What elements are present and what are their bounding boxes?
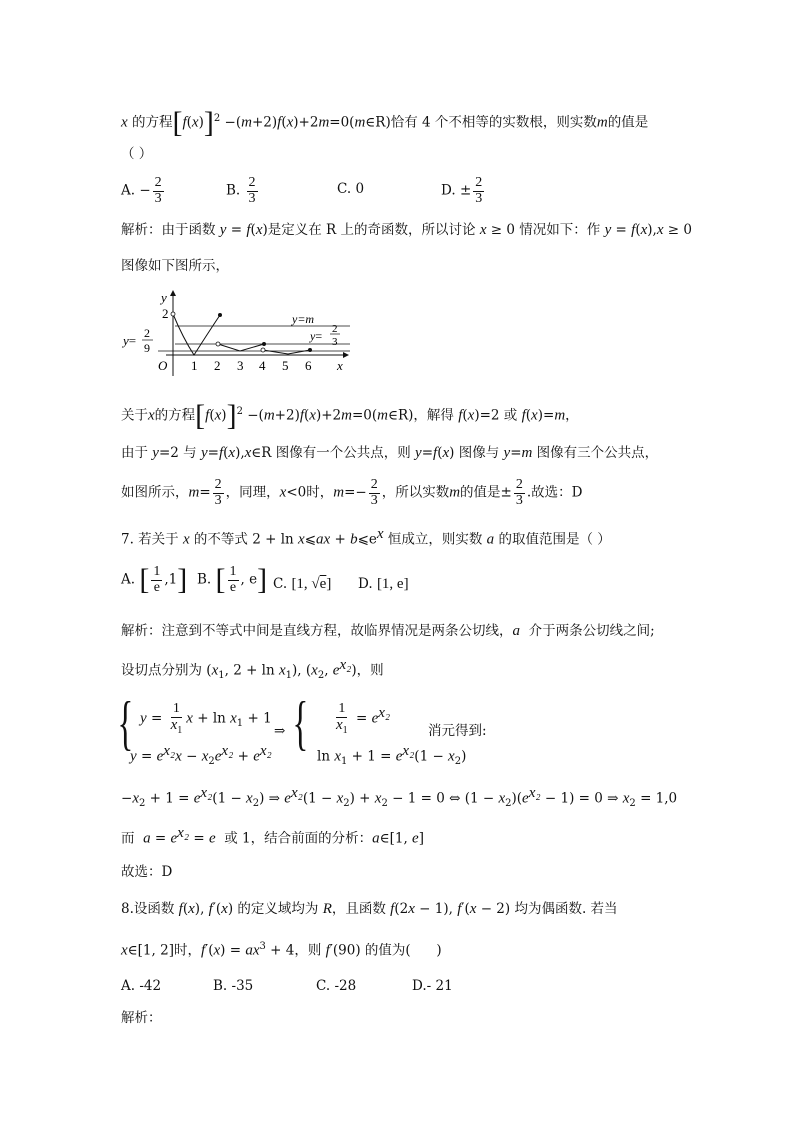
point-closed-2 [218,313,222,317]
system1-eq2: $y = e^{x_2}x - x_2e^{x_2} + e^{x_2}$ [130,743,272,768]
x-tick-6: 6 [305,358,312,373]
x-tick-3: 3 [237,358,244,373]
x-tick-4: 4 [259,358,266,373]
q6-stem: x 的方程$[f(x)]^2$ −(m+2)f(x)+2m=0(m∈R)恰有 4 个不相等的实数根，则实数m的值是 [121,106,649,139]
point-open-2 [216,342,220,346]
q8-stem-1: 8.设函数 f(x), f′(x) 的定义域均为 R，且函数 f(2x − 1), f′(x − 2) 均为偶函数. 若当 [121,901,618,917]
function-graph [118,288,358,378]
q7-option-c: C. [1, √e] [273,576,332,592]
q7-conclusion: 而 $a = e^{x_2} = e$ 或 1，结合前面的分析：a∈[1, e] [121,825,424,847]
label-y-two-ninths: y= [123,333,137,348]
q7-option-b: B. [ $\frac{1}{e}$ , e] [197,563,268,597]
x-axis-label: x [337,358,343,373]
label-two-thirds-num: 2 [332,323,338,335]
q6-option-b: B. $\frac{2}{3}$ [226,175,256,206]
x-axis-arrow [343,352,349,358]
q6-analysis-5: 如图所示，m= $\frac{2}{3}$ ，同理，x<0时，m=− $\frac{2}{3}$ ，所以实数m的值是± $\frac{2}{3}$ .故选：D [121,477,583,508]
curve-segment-1 [173,314,220,355]
svg-text:9: 9 [144,341,150,355]
q7-derivation: $-x_2 + 1 = e^{x_2}(1 - x_2)$ ⇒ $e^{x_2}(1 - x_2) + x_2 - 1 = 0$ ⇔ $(1 - x_2)(e^{x_2} - 1) = 0$ ⇒ $x_2 = 1,0$ [121,785,678,810]
q6-analysis-4: 由于 y=2 与 y=f(x),x∈R 图像有一个公共点，则 y=f(x) 图像与 y=m 图像有三个公共点， [121,445,659,461]
system2-eq1: $\frac{1}{x_1}$ = $e^{x_2}$ [336,701,391,736]
q6-analysis-2: 图像如下图所示， [121,258,229,274]
point-open-0-2 [171,312,175,316]
q8-stem-2: x∈[1, 2]时，$f'(x) = ax^3 + 4$，则 f′(90) 的值为( ) [121,941,442,959]
x-tick-1: 1 [191,358,198,373]
q7-analysis-2: 设切点分别为 ($x_1$, $2 + \ln x_1$), ($x_2$, $e^{x_2}$)，则 [121,657,384,682]
q8-option-b: B. -35 [213,978,254,994]
q6-option-d: D. ± $\frac{2}{3}$ [441,175,483,206]
label-two-thirds-den: 3 [332,336,338,348]
q6-analysis-1: 解析：由于函数 y = f(x)是定义在 R 上的奇函数，所以讨论 x ≥ 0 情况如下：作 y = f(x),x ≥ 0 [121,222,692,238]
q8-option-a: A. -42 [121,978,162,994]
y-axis-label: y [161,290,167,305]
q7-option-a: A. [ $\frac{1}{e}$ ,1] [121,563,188,597]
x-tick-2: 2 [214,358,221,373]
q8-analysis: 解析： [121,1010,162,1026]
system2-eq2: $\ln x_1 + 1 = e^{x_2}(1 - x_2)$ [317,743,467,768]
y-axis-arrow [170,290,176,296]
q6-paren: （ ） [121,146,153,162]
q6-analysis-3: 关于x的方程$[f(x)]^2$ −(m+2)f(x)+2m=0(m∈R)，解得 f(x)=2 或 f(x)=m， [121,399,579,432]
point-closed-4 [262,342,266,346]
q7-analysis-1: 解析：注意到不等式中间是直线方程，故临界情况是两条公切线，a 介于两条公切线之间; [121,623,655,639]
q7-stem: 7. 若关于 x 的不等式 2 + ln x⩽ax + $b⩽e^x$ 恒成立，则实数 a 的取值范围是（ ） [121,526,611,548]
q7-answer: 故选：D [121,864,173,880]
left-brace-1: { [117,690,134,756]
system1-eq1: y = $\frac{1}{x_1}$ $x + \ln x_1 + 1$ [140,701,272,736]
point-open-4 [261,348,265,352]
point-closed-6 [308,348,312,352]
q7-option-d: D. [1, e] [358,576,409,592]
y-tick-2: 2 [162,306,169,321]
label-y-two-thirds: y= [310,329,323,343]
left-brace-2: { [292,690,309,756]
label-y-m: y=m [292,312,315,326]
q8-option-d: D.- 21 [412,978,453,994]
x-tick-5: 5 [282,358,289,373]
eliminate-label: 消元得到: [428,723,487,739]
implies-arrow: ⇒ [274,723,286,739]
svg-text:2: 2 [144,326,150,340]
curve-segment-2 [218,344,264,351]
q6-option-c: C. 0 [337,181,365,197]
origin-label: O [158,358,168,373]
q6-option-a: A. − $\frac{2}{3}$ [121,175,162,206]
q8-option-c: C. -28 [316,978,357,994]
